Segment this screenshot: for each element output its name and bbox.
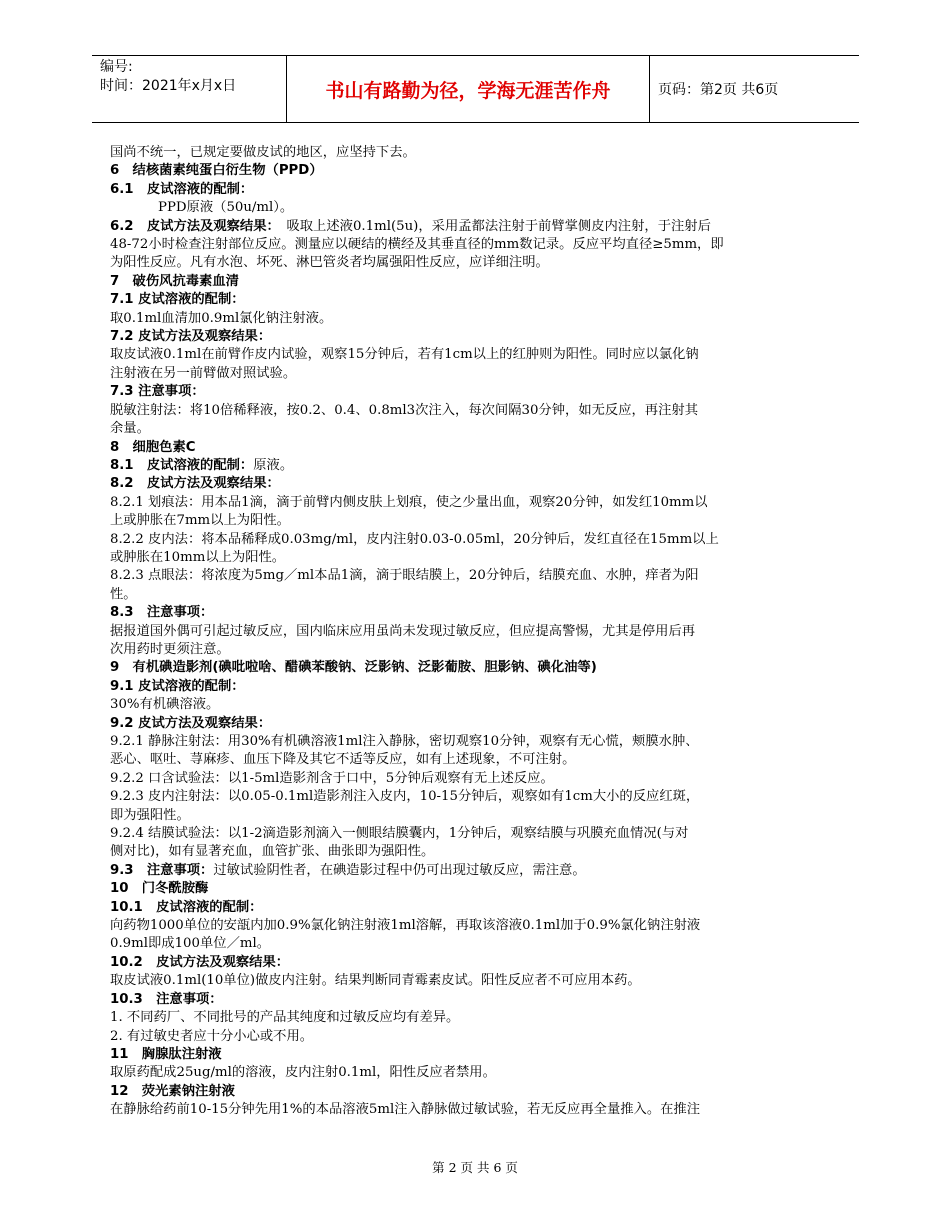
text-line: 0.9ml即成100单位／ml。 xyxy=(110,936,271,952)
text-run: 吸取上述液0.1ml(5u)，采用孟都法注射于前臂掌侧皮内注射，于注射后 xyxy=(273,218,711,234)
time-label: 时间：2021年x月x日 xyxy=(100,78,237,94)
text-line: 2. 有过敏史者应十分小心或不用。 xyxy=(110,1028,314,1044)
text-line: 8.2.3 点眼法：将浓度为5mg／ml本品1滴，滴于眼结膜上，20分钟后，结膜充血、水肿，痒者为阳 xyxy=(110,568,699,584)
text-line: 8.2.2 皮内法：将本品稀释成0.03mg/ml，皮内注射0.03-0.05ml，20分钟后，发红直径在15mm以上 xyxy=(110,531,719,547)
text-line: 次用药时更须注意。 xyxy=(110,641,230,657)
text-line: 上或肿胀在7mm以上为阳性。 xyxy=(110,513,290,529)
text-line: 向药物1000单位的安瓿内加0.9%氯化钠注射液1ml溶解，再取该溶液0.1ml加于0.9%氯化钠注射液 xyxy=(110,918,701,934)
section-heading: 6 结核菌素纯蛋白衍生物（PPD） xyxy=(110,163,323,179)
text-line: 性。 xyxy=(110,586,137,602)
text-line: 9.2.3 皮内注射法：以0.05-0.1ml造影剂注入皮内，10-15分钟后，观察如有1cm大小的反应红斑， xyxy=(110,789,700,805)
text-line xyxy=(110,218,842,236)
text-line: 取原药配成25ug/ml的溶液，皮内注射0.1ml，阳性反应者禁用。 xyxy=(110,1065,496,1081)
text-line: 脱敏注射法：将10倍稀释液，按0.2、0.4、0.8ml3次注入，每次间隔30分钟，如无反应，再注射其 xyxy=(110,402,698,418)
text-line: 恶心、呕吐、荨麻疹、血压下降及其它不适等反应，如有上述现象，不可注射。 xyxy=(110,752,576,768)
header-meta xyxy=(100,58,236,96)
subsection-heading: 9.1 皮试溶液的配制： xyxy=(110,678,245,694)
subsection-heading: 6.2 皮试方法及观察结果： xyxy=(110,218,274,234)
text-line: 为阳性反应。凡有水泡、坏死、淋巴管炎者均属强阳性反应，应详细注明。 xyxy=(110,255,549,271)
text-line: 9.2.1 静脉注射法：用30%有机碘溶液1ml注入静脉，密切观察10分钟，观察有无心慌，颊膜水肿、 xyxy=(110,734,699,749)
subsection-heading: 10.3 注意事项： xyxy=(110,991,223,1007)
header-motto-cell xyxy=(286,56,650,122)
section-heading: 7 破伤风抗毒素血清 xyxy=(110,273,239,289)
subsection-heading: 10.2 皮试方法及观察结果： xyxy=(110,954,290,970)
text-line: 注射液在另一前臂做对照试验。 xyxy=(110,365,297,381)
text-line: PPD原液（50u/ml）。 xyxy=(158,200,294,216)
subsection-heading: 9.2 皮试方法及观察结果： xyxy=(110,715,272,731)
text-line: 8.2.1 划痕法：用本品1滴，滴于前臂内侧皮肤上划痕，使之少量出血，观察20分钟，如发红10mm以 xyxy=(110,494,708,510)
page-header xyxy=(92,55,859,123)
document-body xyxy=(110,144,842,1120)
text-line: 或肿胀在10mm以上为阳性。 xyxy=(110,549,286,565)
text-line: 48-72小时检查注射部位反应。测量应以硬结的横经及其垂直径的mm数记录。反应平均直径≥5mm，即 xyxy=(110,237,724,253)
text-line: 9.2.2 口含试验法：以1-5ml造影剂含于口中，5分钟后观察有无上述反应。 xyxy=(110,770,554,786)
text-line: 余量。 xyxy=(110,421,150,437)
subsection-heading: 9.3 注意事项： xyxy=(110,862,214,878)
text-line: 侧对比)，如有显著充血，血管扩张、曲张即为强阳性。 xyxy=(110,844,435,860)
text-line: 取皮试液0.1ml在前臂作皮内试验，观察15分钟后，若有1cm以上的红肿则为阳性。同时应以氯化钠 xyxy=(110,347,699,363)
section-heading: 8 细胞色素C xyxy=(110,439,196,455)
text-line: 国尚不统一，已规定要做皮试的地区，应坚持下去。 xyxy=(110,145,416,160)
text-line: 取0.1ml血清加0.9ml氯化钠注射液。 xyxy=(110,310,333,326)
motto-text: 书山有路勤为径，学海无涯苦作舟 xyxy=(325,79,611,102)
subsection-heading: 10.1 皮试溶液的配制： xyxy=(110,899,263,915)
text-run: 过敏试验阴性者，在碘造影过程中仍可出现过敏反应，需注意。 xyxy=(213,862,586,878)
text-line: 取皮试液0.1ml(10单位)做皮内注射。结果判断同青霉素皮试。阳性反应者不可应用本药。 xyxy=(110,973,641,989)
text-line: 即为强阳性。 xyxy=(110,807,190,823)
subsection-heading: 8.3 注意事项： xyxy=(110,605,214,621)
text-line xyxy=(110,457,842,475)
subsection-heading: 6.1 皮试溶液的配制： xyxy=(110,181,254,197)
subsection-heading: 8.1 皮试溶液的配制： xyxy=(110,457,254,473)
code-label: 编号: xyxy=(100,59,133,75)
section-heading: 9 有机碘造影剂(碘吡啦啥、醋碘苯酸钠、泛影钠、泛影葡胺、胆影钠、碘化油等) xyxy=(110,660,597,676)
subsection-heading: 7.2 皮试方法及观察结果： xyxy=(110,329,272,345)
page-footer: 第 2 页 共 6 页 xyxy=(432,1160,518,1175)
text-run: 原液。 xyxy=(253,457,294,473)
text-line: 在静脉给药前10-15分钟先用1%的本品溶液5ml注入静脉做过敏试验，若无反应再全量推入。在推注 xyxy=(110,1102,701,1118)
subsection-heading: 7.1 皮试溶液的配制： xyxy=(110,292,245,308)
subsection-heading: 7.3 注意事项： xyxy=(110,384,205,400)
text-line: 1. 不同药厂、不同批号的产品其纯度和过敏反应均有差异。 xyxy=(110,1010,460,1026)
text-line: 据报道国外偶可引起过敏反应，国内临床应用虽尚未发现过敏反应，但应提高警惕，尤其是停用后再 xyxy=(110,623,696,639)
section-heading: 10 门冬酰胺酶 xyxy=(110,881,209,897)
header-page-info: 页码：第2页 共6页 xyxy=(658,82,779,98)
text-line xyxy=(110,862,842,880)
section-heading: 11 胸腺肽注射液 xyxy=(110,1046,222,1062)
text-line: 9.2.4 结膜试验法：以1-2滴造影剂滴入一侧眼结膜囊内，1分钟后，观察结膜与巩膜充血情况(与对 xyxy=(110,826,689,842)
subsection-heading: 8.2 皮试方法及观察结果： xyxy=(110,476,280,492)
section-heading: 12 荧光素钠注射液 xyxy=(110,1083,235,1099)
text-line: 30%有机碘溶液。 xyxy=(110,697,220,713)
